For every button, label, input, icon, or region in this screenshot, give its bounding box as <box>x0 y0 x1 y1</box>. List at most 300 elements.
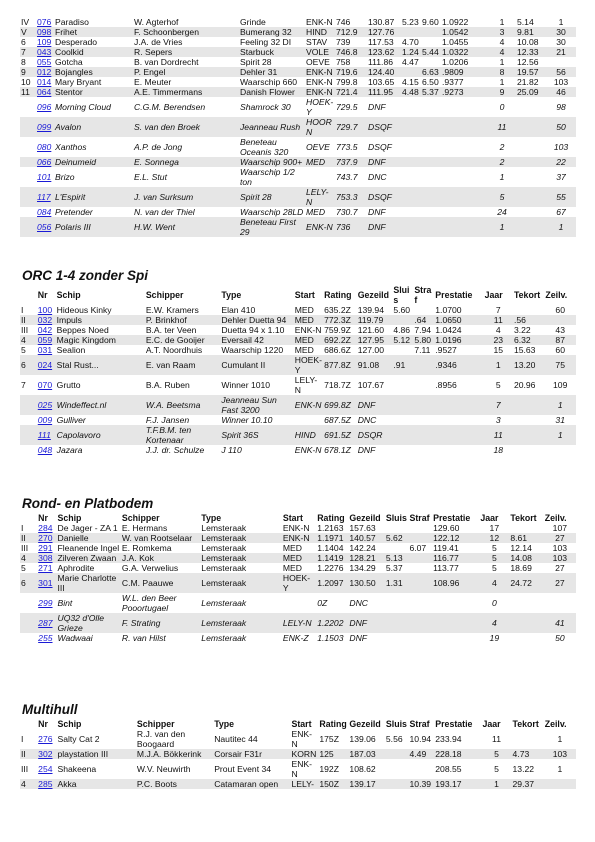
sail-number-link[interactable]: 012 <box>36 67 54 77</box>
penalty-cell <box>413 395 434 415</box>
performance-cell: 129.60 <box>433 523 460 533</box>
skipper-cell: H.W. Went <box>133 217 239 237</box>
sailed-cell: 108.62 <box>349 764 376 774</box>
deficit-cell: 14.08 <box>509 553 543 563</box>
sail-number-link[interactable]: 056 <box>36 217 54 237</box>
sail-number-link[interactable]: 101 <box>37 172 52 182</box>
column-header: Jaar <box>484 290 503 300</box>
penalty-cell <box>421 217 441 237</box>
sailed-cell: DNF <box>368 102 386 112</box>
lock-cell: 1.31 <box>385 573 409 593</box>
sail-number-link[interactable]: 117 <box>36 187 54 207</box>
sail-number-link[interactable]: 009 <box>37 415 53 425</box>
table-row <box>20 47 576 57</box>
lock-cell: 5.62 <box>385 533 409 543</box>
sail-number-link[interactable]: 287 <box>37 613 56 633</box>
deficit-cell: 12.56 <box>517 57 539 67</box>
start-harbour-cell: OEVE <box>306 57 330 67</box>
boat-name-cell: Morning Cloud <box>55 102 111 112</box>
lock-cell: 5.13 <box>385 553 409 563</box>
column-header: Schip <box>57 719 82 729</box>
sailed-cell: 139.17 <box>348 779 384 789</box>
sailed-cell: 127.00 <box>357 345 384 355</box>
column-header: Schipper <box>136 719 175 729</box>
rating-cell: 877.8Z <box>323 355 357 375</box>
year-cell: 5 <box>494 764 499 774</box>
lock-cell <box>392 345 413 355</box>
start-harbour-cell: MED <box>282 563 302 573</box>
skipper-cell: C.G.M. Berendsen <box>134 102 206 112</box>
performance-cell: .8956 <box>435 380 457 390</box>
lock-cell: 5.60 <box>393 305 411 315</box>
table-row <box>20 593 576 613</box>
penalty-cell <box>408 593 432 613</box>
boat-type-cell: Catamaran open <box>213 779 290 789</box>
table-row <box>20 523 576 533</box>
boat-name-cell: Desperado <box>55 37 98 47</box>
penalty-cell <box>408 633 432 643</box>
deficit-cell: 12.14 <box>510 543 532 553</box>
skipper-cell: T.F.B.M. ten Kortenaar <box>145 425 221 445</box>
column-header: Type <box>214 719 235 729</box>
sail-number-link[interactable]: 055 <box>37 57 52 67</box>
lock-cell: 4.48 <box>401 87 421 97</box>
table-row <box>20 27 576 37</box>
column-header: Sluis <box>385 719 407 729</box>
table-row <box>20 335 576 345</box>
boat-name-cell: Frihet <box>54 27 133 37</box>
penalty-cell: 6.50 <box>422 77 439 87</box>
boat-type-cell: Waarschip 1/2 ton <box>240 167 295 187</box>
start-harbour-cell: MED <box>294 345 314 355</box>
rank-cell <box>20 137 36 157</box>
rating-cell: 1.1419 <box>316 553 348 563</box>
sail-number-link[interactable]: 070 <box>37 380 53 390</box>
table-row <box>20 759 576 779</box>
boat-type-cell: Shamrock 30 <box>240 102 291 112</box>
sail-number-link[interactable]: 080 <box>37 142 52 152</box>
sailed-cell: 142.24 <box>349 543 376 553</box>
sail-number-link[interactable]: 032 <box>37 315 56 325</box>
deficit-cell: 12.33 <box>516 47 546 57</box>
column-header: Rating <box>324 290 352 300</box>
sailed-cell: 127.95 <box>357 335 393 345</box>
year-cell: 11 <box>492 734 501 744</box>
skipper-cell: F.J. Jansen <box>145 415 190 425</box>
boat-name-cell: Polaris III <box>54 217 133 237</box>
deficit-cell <box>516 207 546 217</box>
table-row <box>20 779 576 789</box>
results-table-1 <box>20 17 576 237</box>
table-row <box>20 325 576 335</box>
deficit-cell: 29.37 <box>512 779 544 789</box>
lock-cell: 4.70 <box>402 37 419 47</box>
club-cell: 1 <box>546 217 576 237</box>
column-header: Tekort <box>512 719 539 729</box>
boat-name-cell: Danielle <box>56 533 120 543</box>
sail-number-link[interactable]: 064 <box>36 87 54 97</box>
boat-type-cell: Dehler 31 <box>239 67 305 77</box>
rank-cell: 6 <box>20 573 37 593</box>
rating-cell: 773.5 <box>336 142 358 152</box>
table-row <box>20 167 576 187</box>
sail-number-link[interactable]: 066 <box>36 157 54 167</box>
performance-cell: 1.0922 <box>442 17 469 27</box>
rank-cell <box>20 425 37 445</box>
skipper-cell: C.M. Paauwe <box>121 573 200 593</box>
skipper-cell: E.C. de Gooijer <box>145 335 221 345</box>
year-cell: 0 <box>499 102 505 112</box>
lock-cell <box>385 543 409 553</box>
table-row <box>20 117 576 137</box>
sailed-cell: DSQF <box>367 187 401 207</box>
rank-cell <box>20 187 36 207</box>
performance-cell <box>441 217 488 237</box>
boat-name-cell: Zilveren Zwaan <box>56 553 120 563</box>
rank-cell: 4 <box>20 335 37 345</box>
sail-number-link[interactable]: 284 <box>38 523 53 533</box>
year-cell: 4 <box>479 613 509 633</box>
rank-cell: 8 <box>21 57 26 67</box>
results-table-3-body <box>20 523 576 643</box>
table-row <box>20 305 576 315</box>
sail-number-link[interactable]: 299 <box>38 598 53 608</box>
performance-cell: .9346 <box>434 355 483 375</box>
year-cell: 5 <box>495 380 501 390</box>
table-row <box>20 217 576 237</box>
rank-cell: 5 <box>21 563 26 573</box>
table-row <box>20 563 576 573</box>
club-cell: 50 <box>555 633 565 643</box>
start-harbour-cell: HIND <box>305 27 335 37</box>
sail-number-link[interactable]: 308 <box>37 553 56 563</box>
deficit-cell: 6.32 <box>513 335 544 345</box>
sailed-cell: 91.08 <box>357 355 393 375</box>
boat-name-cell: Brizo <box>55 172 75 182</box>
table-row <box>20 445 576 455</box>
start-harbour-cell: ENK-N <box>305 87 335 97</box>
sail-number-link[interactable]: 302 <box>37 749 56 759</box>
deficit-cell: 13.22 <box>512 764 535 774</box>
club-cell: 109 <box>553 380 568 390</box>
sail-number-link[interactable]: 285 <box>37 779 56 789</box>
lock-cell: 5.12 <box>392 335 413 345</box>
sailed-cell: DNF <box>367 157 401 167</box>
year-cell: 12 <box>479 533 509 543</box>
boat-name-cell: Beppes Noed <box>56 325 109 335</box>
year-cell: 2 <box>499 142 505 152</box>
rank-cell: 10 <box>21 77 31 87</box>
start-harbour-cell: ENK-N <box>282 523 310 533</box>
performance-cell: 1.0700 <box>435 305 462 315</box>
start-harbour-cell: HOORN <box>305 117 335 137</box>
rating-cell: 687.5Z <box>324 415 351 425</box>
lock-cell: 5.56 <box>385 734 403 744</box>
sail-number-link[interactable]: 276 <box>38 734 53 744</box>
skipper-cell: W.V. Neuwirth <box>136 764 191 774</box>
start-harbour-cell: HIND <box>294 425 323 445</box>
performance-cell: 1.0322 <box>441 47 488 57</box>
boat-name-cell: Impuls <box>56 315 145 325</box>
table-row <box>20 207 576 217</box>
lock-cell <box>401 117 421 137</box>
skipper-cell: F. Strating <box>121 613 200 633</box>
year-cell: 4 <box>499 37 505 47</box>
lock-cell <box>385 749 409 759</box>
club-cell: 98 <box>556 102 566 112</box>
rating-cell: 730.7 <box>336 207 358 217</box>
boat-type-cell: Spirit 28 <box>240 57 272 67</box>
column-header: Nr <box>38 719 48 729</box>
column-header: Gezeild <box>357 290 389 300</box>
start-harbour-cell: ENK-N <box>306 77 333 87</box>
boat-name-cell: Hideous Kinky <box>56 305 112 315</box>
results-table-3 <box>20 513 576 643</box>
sailed-cell: DNF <box>348 613 384 633</box>
year-cell: 4 <box>488 47 516 57</box>
lock-cell <box>392 425 413 445</box>
sail-number-link[interactable]: 254 <box>38 764 53 774</box>
penalty-cell: 6.07 <box>409 543 427 553</box>
performance-cell <box>434 425 483 445</box>
skipper-cell: M.J.A. Bökkerink <box>136 749 213 759</box>
club-cell: 27 <box>544 533 576 543</box>
table-row <box>20 633 576 643</box>
column-header: Schipper <box>121 513 160 523</box>
column-header: Prestatie <box>435 290 473 300</box>
penalty-cell <box>408 523 432 533</box>
sailed-cell: 124.40 <box>367 67 401 77</box>
rank-cell <box>20 97 36 117</box>
boat-type-cell: Lemsteraak <box>201 633 247 643</box>
skipper-cell: P. Brinkhof <box>145 315 221 325</box>
table-row <box>20 67 576 77</box>
sailed-cell: 134.29 <box>349 563 376 573</box>
rating-cell: 712.9 <box>335 27 367 37</box>
skipper-cell: E. Sonnega <box>133 157 239 167</box>
boat-name-cell: Pretender <box>55 207 93 217</box>
sailed-cell: 139.06 <box>349 734 376 744</box>
boat-type-cell: Lemsteraak <box>200 553 282 563</box>
boat-name-cell: L'Espirit <box>54 187 133 207</box>
club-cell: 46 <box>546 87 576 97</box>
year-cell: 11 <box>484 315 513 325</box>
skipper-cell: E.W. Kramers <box>145 305 199 315</box>
performance-cell: 1.0424 <box>435 325 462 335</box>
deficit-cell <box>516 137 546 157</box>
rank-header <box>20 513 37 523</box>
club-cell: 43 <box>555 325 565 335</box>
penalty-cell: 5.37 <box>421 87 441 97</box>
sail-number-link[interactable]: 301 <box>37 573 56 593</box>
sailed-cell: DSQR <box>357 425 393 445</box>
rating-cell: 759.9Z <box>324 325 351 335</box>
column-header: Zeilv. <box>545 290 568 300</box>
boat-type-cell: Waarschip 660 <box>240 77 298 87</box>
lock-cell <box>401 167 421 187</box>
boat-type-cell: J 110 <box>221 445 242 455</box>
rank-cell: II <box>20 315 37 325</box>
sail-number-link[interactable]: 025 <box>37 395 56 415</box>
boat-name-cell: Marie Charlotte III <box>56 573 120 593</box>
performance-cell: 122.12 <box>432 533 479 543</box>
sail-number-link[interactable]: 096 <box>37 102 52 112</box>
table-row <box>20 57 576 67</box>
rank-cell <box>20 167 36 187</box>
rating-cell: 737.9 <box>335 157 367 167</box>
sail-number-link[interactable]: 031 <box>37 345 53 355</box>
penalty-cell <box>413 355 434 375</box>
start-harbour-cell <box>305 167 335 187</box>
penalty-cell <box>409 759 435 779</box>
year-cell: 4 <box>479 573 509 593</box>
sail-number-link[interactable]: 042 <box>37 325 53 335</box>
start-harbour-cell: ENK-N <box>294 395 323 415</box>
penalty-cell <box>421 97 441 117</box>
deficit-cell: 20.96 <box>513 380 536 390</box>
rating-cell: 729.7 <box>335 117 367 137</box>
sailed-cell: DSQF <box>367 117 401 137</box>
skipper-cell: B.A. Ruben <box>145 380 190 390</box>
rank-cell: 6 <box>20 355 37 375</box>
lock-cell <box>385 779 409 789</box>
sail-number-link[interactable]: 084 <box>37 207 52 217</box>
sail-number-link[interactable]: 109 <box>37 37 52 47</box>
boat-name-cell: Bint <box>57 598 73 608</box>
deficit-cell: 21.82 <box>517 77 539 87</box>
boat-name-cell: Gulliver <box>56 415 86 425</box>
rank-cell: 7 <box>20 47 36 57</box>
sail-number-link[interactable]: 059 <box>37 335 56 345</box>
table-row <box>20 97 576 117</box>
penalty-cell <box>413 445 434 455</box>
deficit-cell: 15.63 <box>513 345 536 355</box>
deficit-cell <box>513 425 544 445</box>
rank-cell: 6 <box>21 37 26 47</box>
penalty-cell <box>421 27 441 37</box>
year-cell: 11 <box>484 425 513 445</box>
lock-cell <box>385 613 409 633</box>
skipper-cell: W. Agterhof <box>134 17 179 27</box>
rank-cell: I <box>21 305 24 315</box>
rank-cell: 11 <box>20 87 36 97</box>
rank-cell <box>20 217 36 237</box>
year-cell: 23 <box>484 335 513 345</box>
column-header: Nr <box>38 513 48 523</box>
skipper-cell: J.A. de Vries <box>134 37 183 47</box>
sail-number-link[interactable]: 271 <box>38 563 53 573</box>
sailed-cell: 127.76 <box>367 27 401 37</box>
sail-number-link[interactable]: 270 <box>37 533 56 543</box>
performance-cell: .9273 <box>441 87 488 97</box>
sail-number-link[interactable]: 291 <box>38 543 53 553</box>
start-harbour-cell: MED <box>306 207 326 217</box>
sail-number-link[interactable]: 048 <box>37 445 53 455</box>
rank-cell: I <box>21 734 24 744</box>
results-table-2 <box>20 285 576 455</box>
penalty-cell <box>413 415 434 425</box>
rank-cell: II <box>20 749 37 759</box>
club-cell <box>544 315 576 325</box>
performance-cell: .9377 <box>442 77 464 87</box>
sail-number-link[interactable]: 255 <box>38 633 53 643</box>
deficit-cell: 19.57 <box>516 67 546 77</box>
results-table-2-header <box>20 285 576 305</box>
table-row <box>20 137 576 157</box>
club-cell: 21 <box>546 47 576 57</box>
boat-name-cell: Sealion <box>56 345 86 355</box>
deficit-cell: 8.61 <box>509 533 543 543</box>
deficit-cell: 18.69 <box>510 563 532 573</box>
year-cell: 1 <box>481 779 511 789</box>
penalty-cell <box>421 157 441 167</box>
performance-cell <box>441 97 488 117</box>
year-cell: 2 <box>488 157 516 167</box>
column-header: Jaar <box>482 719 501 729</box>
table-row <box>20 533 576 543</box>
start-harbour-cell: ENK-N <box>282 533 316 543</box>
sail-number-link[interactable]: 111 <box>37 425 56 445</box>
sail-number-link[interactable]: 014 <box>37 77 52 87</box>
skipper-cell: F. Schoonbergen <box>133 27 239 37</box>
sail-number-link[interactable]: 076 <box>37 17 52 27</box>
skipper-cell: W.A. Beetsma <box>145 395 221 415</box>
penalty-cell: 10.39 <box>409 779 435 789</box>
lock-cell <box>392 395 413 415</box>
club-cell: 67 <box>556 207 566 217</box>
table-row <box>20 749 576 759</box>
table-row <box>20 187 576 207</box>
rank-cell: 4 <box>20 553 37 563</box>
deficit-cell <box>516 157 546 167</box>
boat-name-cell: playstation III <box>56 749 135 759</box>
skipper-cell: A.P. de Jong <box>134 142 183 152</box>
rating-cell: 799.8 <box>336 77 358 87</box>
table-row <box>20 77 576 87</box>
boat-type-cell: Corsair F31r <box>213 749 290 759</box>
section-title-rond-en-platbodem: Rond- en Platbodem <box>22 496 154 511</box>
performance-cell: 1.0206 <box>442 57 469 67</box>
boat-type-cell: Waarschip 28LD <box>240 207 304 217</box>
sail-number-link[interactable]: 098 <box>36 27 54 37</box>
deficit-cell: 4.73 <box>512 749 544 759</box>
rating-cell: 1.2202 <box>316 613 348 633</box>
club-cell: 1 <box>557 734 563 744</box>
year-cell: 18 <box>493 445 504 455</box>
performance-cell <box>441 117 488 137</box>
year-cell: 8 <box>488 67 516 77</box>
boat-type-cell: Beneteau Oceanis 320 <box>240 137 289 157</box>
skipper-cell: E. Romkema <box>121 543 172 553</box>
deficit-cell <box>509 593 543 613</box>
skipper-cell: E.L. Stut <box>134 172 167 182</box>
sail-number-link[interactable]: 043 <box>36 47 54 57</box>
column-header: Type <box>201 513 222 523</box>
skipper-cell: B. van Dordrecht <box>134 57 199 67</box>
sail-number-link[interactable]: 100 <box>37 305 53 315</box>
club-cell <box>544 779 576 789</box>
deficit-cell <box>516 117 546 137</box>
penalty-cell <box>408 563 432 573</box>
sail-number-link[interactable]: 024 <box>37 355 56 375</box>
sail-number-link[interactable]: 099 <box>36 117 54 137</box>
start-harbour-cell: MED <box>294 315 323 325</box>
sailed-cell: 121.60 <box>357 325 384 335</box>
penalty-cell: 9.60 <box>422 17 439 27</box>
boat-type-cell: Lemsteraak <box>200 613 282 633</box>
lock-cell <box>401 157 421 167</box>
performance-cell <box>434 395 483 415</box>
